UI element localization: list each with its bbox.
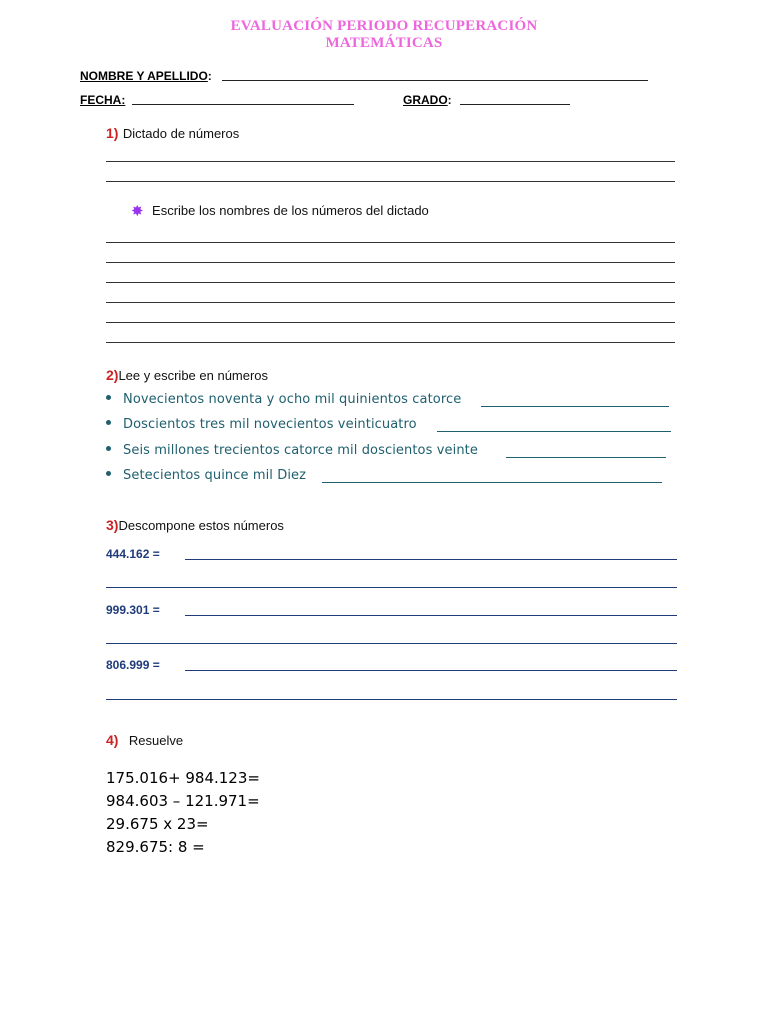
dictation-subtask <box>131 201 429 220</box>
question-2-text: Lee y escribe en números <box>118 368 269 383</box>
number-label: 444.162 = <box>106 547 160 561</box>
answer-line[interactable] <box>185 559 677 560</box>
question-3-number: 3) <box>106 517 119 533</box>
list-item-text: Doscientos tres mil novecientos veinticuatro <box>123 417 417 432</box>
list-item-text: Setecientos quince mil Diez <box>123 468 307 483</box>
title-line-1: EVALUACIÓN PERIODO RECUPERACIÓN <box>230 18 538 34</box>
bullet-icon <box>106 471 111 476</box>
list-item-text: Novecientos noventa y ocho mil quinientos catorce <box>123 392 462 407</box>
question-2-number: 2) <box>106 367 119 383</box>
question-2 <box>106 367 268 385</box>
date-label: FECHA: <box>80 93 126 107</box>
name-colon: : <box>207 69 212 83</box>
number-label: 999.301 = <box>106 603 160 617</box>
name-field-label <box>80 67 212 85</box>
grade-input-line[interactable] <box>460 104 570 105</box>
list-item-text: Seis millones trecientos catorce mil doscientos veinte <box>123 443 478 458</box>
answer-line[interactable] <box>185 670 677 671</box>
question-3-text: Descompone estos números <box>118 518 284 533</box>
question-1-number: 1) <box>106 125 119 141</box>
bullet-icon <box>106 395 111 400</box>
operation: 829.675: 8 = <box>106 838 205 856</box>
answer-line[interactable] <box>106 242 675 243</box>
name-input-line[interactable] <box>222 80 648 81</box>
answer-line[interactable] <box>106 302 675 303</box>
operation: 175.016+ 984.123= <box>106 769 260 787</box>
answer-line[interactable] <box>106 699 677 700</box>
list-item <box>106 468 306 483</box>
bullet-icon <box>106 446 111 451</box>
date-field-label <box>80 91 125 109</box>
answer-line[interactable] <box>506 457 666 458</box>
answer-line[interactable] <box>106 342 675 343</box>
answer-line[interactable] <box>481 406 669 407</box>
date-input-line[interactable] <box>132 104 354 105</box>
answer-line[interactable] <box>185 615 677 616</box>
list-item <box>106 443 478 458</box>
answer-line[interactable] <box>106 643 677 644</box>
operation: 984.603 – 121.971= <box>106 792 260 810</box>
operation: 29.675 x 23= <box>106 815 209 833</box>
answer-line[interactable] <box>106 181 675 182</box>
question-1 <box>106 125 239 143</box>
bullet-icon <box>106 420 111 425</box>
question-1-text: Dictado de números <box>122 126 240 141</box>
grade-field-label <box>403 91 452 109</box>
answer-line[interactable] <box>106 262 675 263</box>
answer-line[interactable] <box>437 431 671 432</box>
question-3 <box>106 517 284 535</box>
question-4 <box>106 732 183 750</box>
question-4-text: Resuelve <box>128 733 184 748</box>
answer-line[interactable] <box>322 482 662 483</box>
title-line-2: MATEMÁTICAS <box>325 35 443 51</box>
answer-line[interactable] <box>106 161 675 162</box>
answer-line[interactable] <box>106 587 677 588</box>
list-item <box>106 392 461 407</box>
list-item <box>106 417 417 432</box>
question-4-number: 4) <box>106 732 119 748</box>
name-label: NOMBRE Y APELLIDO <box>80 69 208 83</box>
answer-line[interactable] <box>106 282 675 283</box>
grade-colon: : <box>447 93 452 107</box>
answer-line[interactable] <box>106 322 675 323</box>
grade-label: GRADO <box>403 93 448 107</box>
number-label: 806.999 = <box>106 658 160 672</box>
dictation-subtask-text: Escribe los nombres de los números del dictado <box>152 203 429 218</box>
star-icon: ✸ <box>131 203 144 220</box>
